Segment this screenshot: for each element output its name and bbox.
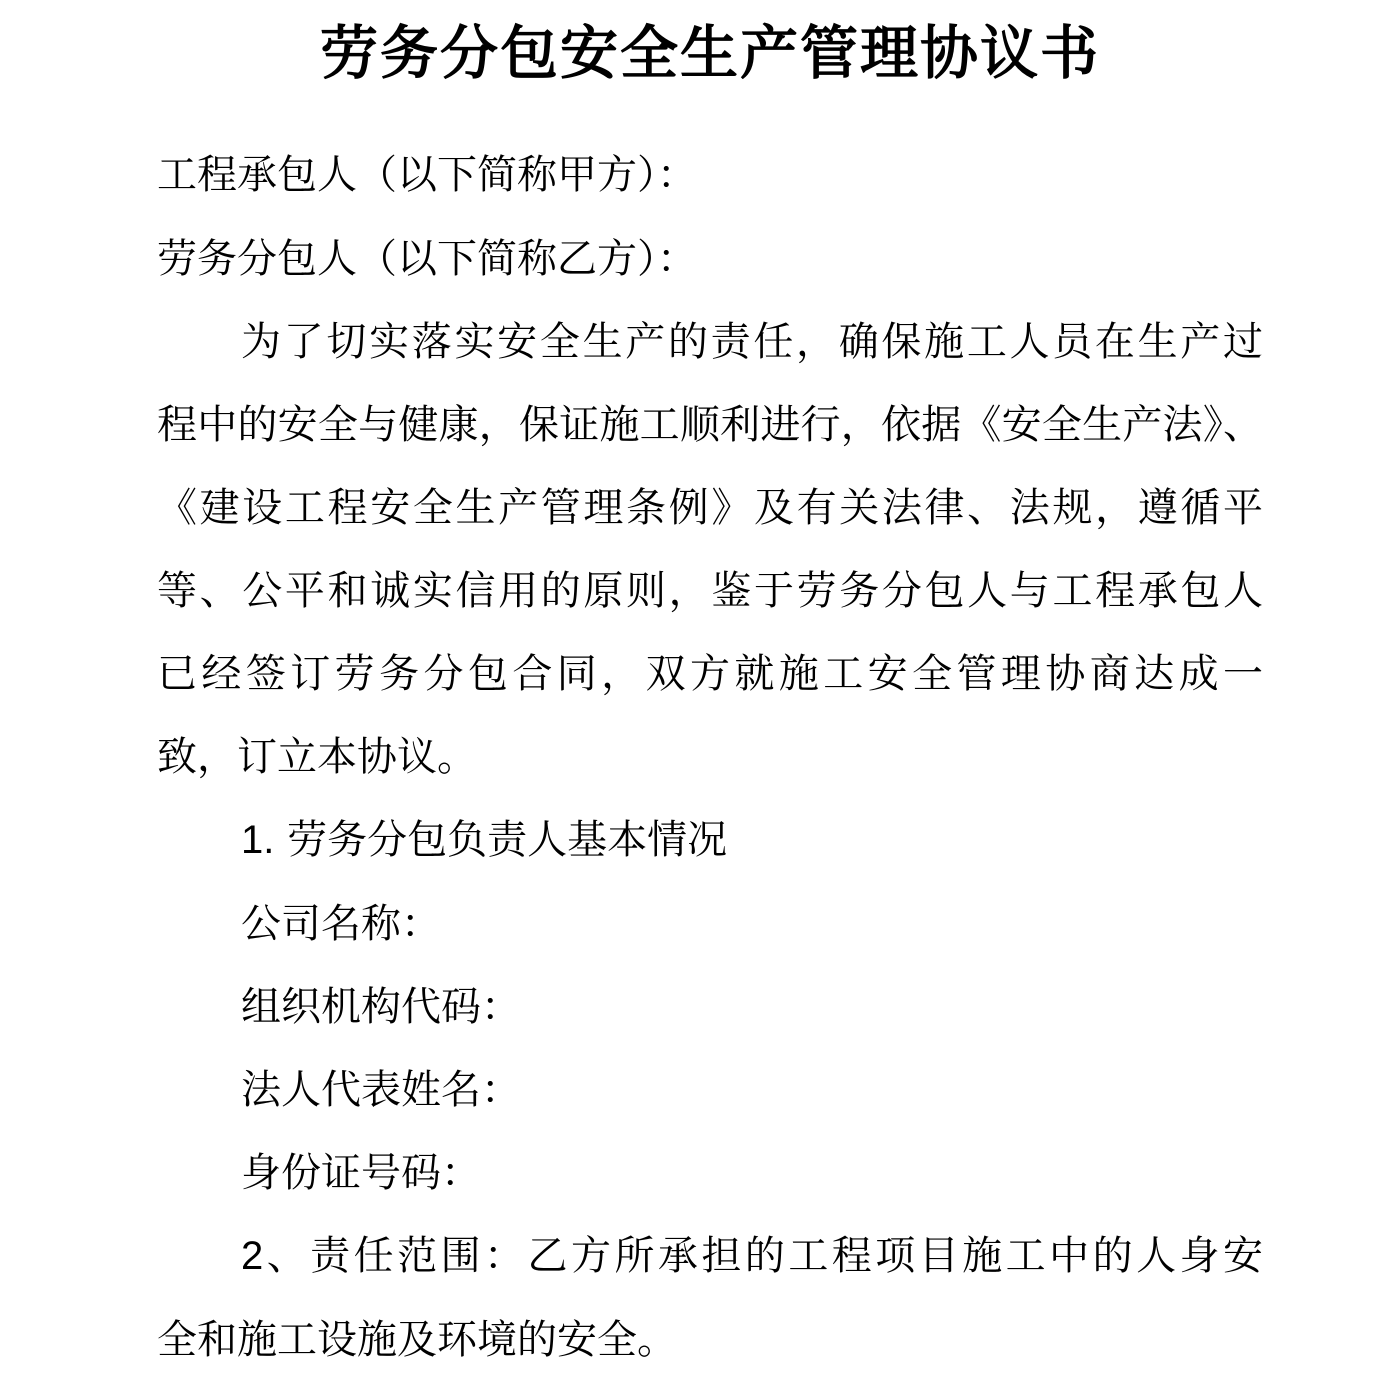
preamble-line: 程中的安全与健康，保证施工顺利进行，依据《安全生产法》、 <box>157 402 1263 448</box>
document-title: 劳务分包安全生产管理协议书 <box>319 19 1100 87</box>
preamble-line: 等、公平和诚实信用的原则，鉴于劳务分包人与工程承包人 <box>157 568 1263 614</box>
preamble-line: 《建设工程安全生产管理条例》及有关法律、法规，遵循平 <box>157 485 1263 531</box>
section-2-number: 2 <box>241 1234 264 1278</box>
section-1-heading <box>241 816 727 864</box>
preamble-line: 已经签订劳务分包合同，双方就施工安全管理协商达成一 <box>157 651 1263 697</box>
section-1-number: 1. <box>241 818 275 862</box>
section-2-line: 全和施工设施及环境的安全。 <box>157 1317 677 1363</box>
party-a-label: 工程承包人（以下简称甲方）： <box>157 152 697 198</box>
organization-code-field: 组织机构代码： <box>241 984 521 1030</box>
party-b-label: 劳务分包人（以下简称乙方）： <box>157 236 697 282</box>
company-name-field: 公司名称： <box>241 901 441 947</box>
section-1-title: 劳务分包负责人基本情况 <box>287 817 728 863</box>
id-number-field: 身份证号码： <box>241 1150 481 1196</box>
preamble-line: 为了切实落实安全生产的责任，确保施工人员在生产过 <box>241 319 1263 365</box>
section-2-line <box>241 1232 1263 1280</box>
preamble-line: 致，订立本协议。 <box>157 734 477 780</box>
section-2-text: 、责任范围：乙方所承担的工程项目施工中的人身安 <box>263 1233 1263 1279</box>
legal-representative-field: 法人代表姓名： <box>241 1067 521 1113</box>
